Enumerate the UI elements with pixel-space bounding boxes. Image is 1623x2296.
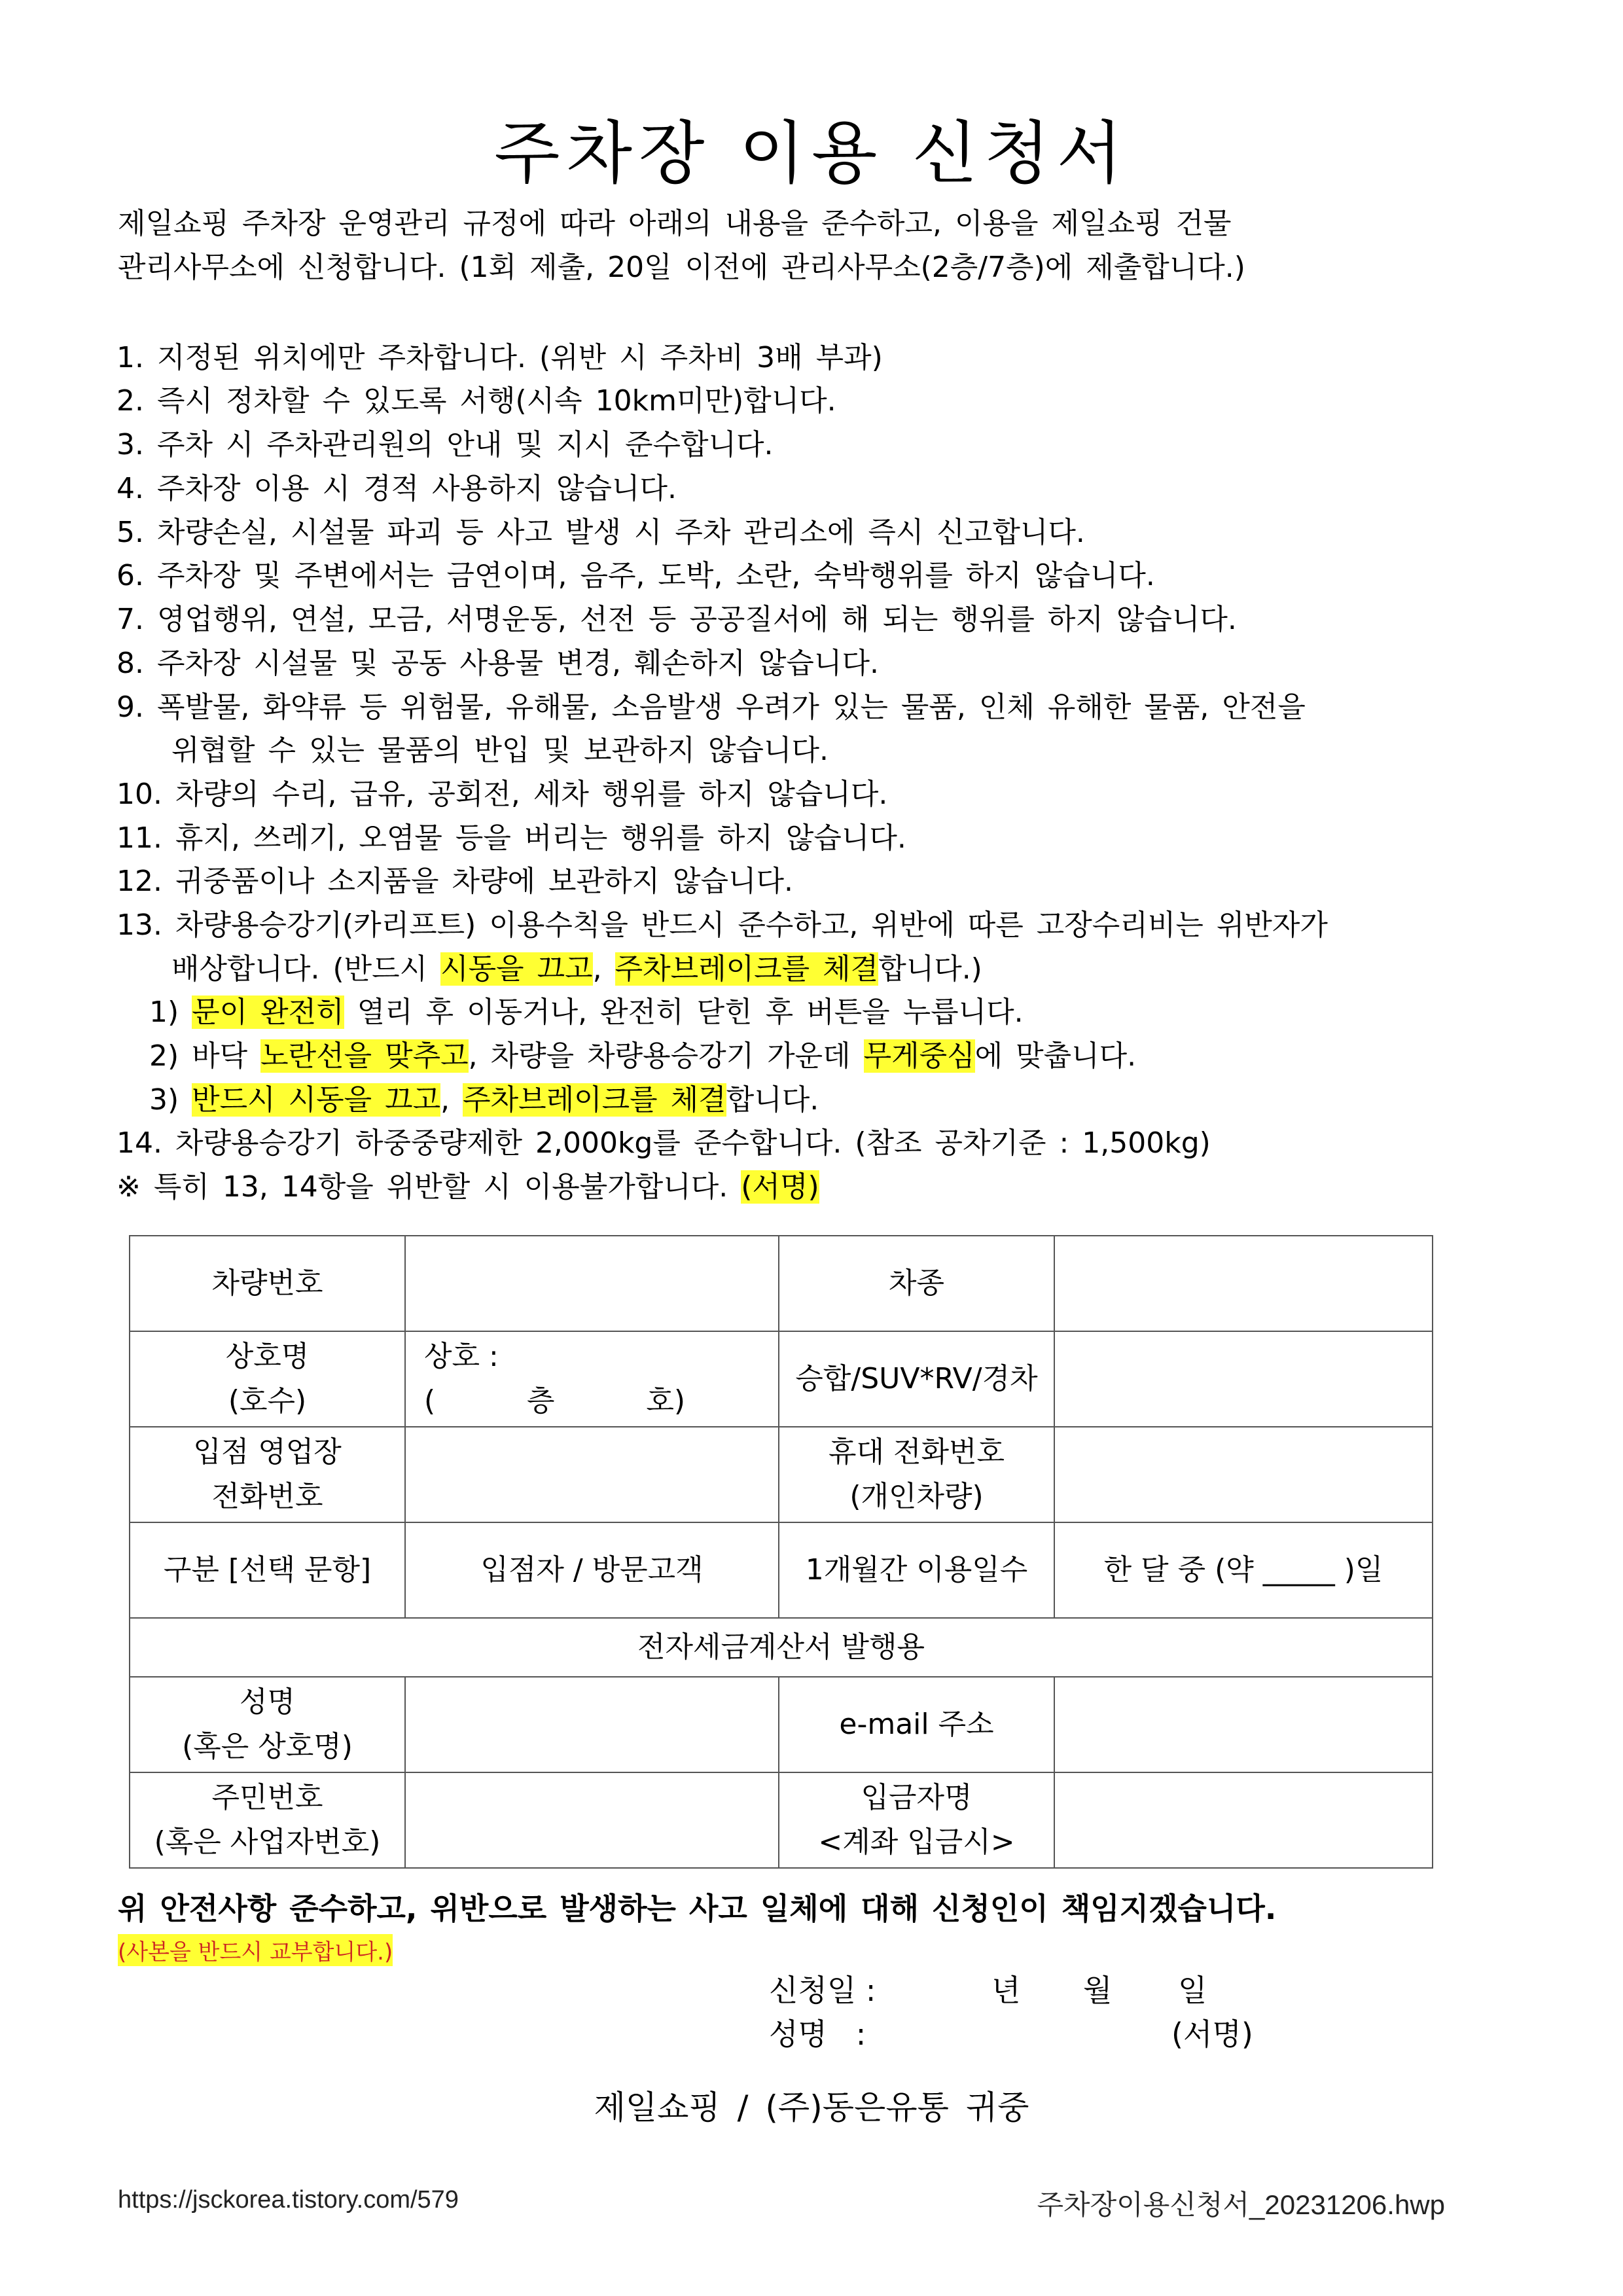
rule-12: 12. 귀중품이나 소지품을 차량에 보관하지 않습니다. bbox=[116, 865, 793, 898]
highlight-door-open: 문이 완전히 bbox=[192, 996, 344, 1029]
rule-5: 5. 차량손실, 시설물 파괴 등 사고 발생 시 주차 관리소에 즉시 신고합니다. bbox=[116, 516, 1085, 549]
label-line: (혹은 상호명) bbox=[182, 1730, 353, 1763]
label-line: (개인차량) bbox=[849, 1480, 984, 1513]
highlight-center-weight: 무게중심 bbox=[863, 1039, 975, 1073]
label-line: 성명 bbox=[239, 1685, 295, 1719]
sub-rule-2 bbox=[149, 1032, 1136, 1074]
rule-3: 3. 주차 시 주차관리원의 안내 및 지시 준수합니다. bbox=[116, 428, 774, 461]
depositor-field[interactable] bbox=[1054, 1772, 1433, 1868]
rule-4: 4. 주차장 이용 시 경적 사용하지 않습니다. bbox=[116, 472, 677, 505]
footer-filename: 주차장이용신청서_20231206.hwp bbox=[1037, 2189, 1445, 2220]
label-line: 입점 영업장 bbox=[193, 1435, 342, 1469]
depositor-label bbox=[779, 1772, 1054, 1868]
label-line: <계좌 입금시> bbox=[818, 1825, 1015, 1859]
name-label bbox=[130, 1677, 405, 1772]
label-line: 상호명 bbox=[225, 1340, 310, 1373]
highlight-parking-brake: 주차브레이크를 체결 bbox=[615, 952, 879, 986]
warning-note-text: ※ 특히 13, 14항을 위반할 시 이용불가합니다. bbox=[116, 1170, 741, 1204]
month-label[interactable]: 월 bbox=[1083, 1973, 1113, 2008]
label-line: 전화번호 bbox=[211, 1480, 323, 1513]
rule-13-line-2 bbox=[171, 945, 982, 987]
recipient: 제일쇼핑 / (주)동은유통 귀중 bbox=[594, 2089, 1029, 2126]
id-number-field[interactable] bbox=[405, 1772, 779, 1868]
warning-note bbox=[116, 1163, 819, 1205]
application-form-table bbox=[129, 1235, 1433, 1869]
store-phone-field[interactable] bbox=[405, 1427, 779, 1522]
highlight-engine-off: 시동을 끄고 bbox=[440, 952, 593, 986]
rule-13-text: 배상합니다. (반드시 bbox=[171, 952, 441, 986]
label-line: 주민번호 bbox=[211, 1781, 323, 1814]
sub-rule-text: , 차량을 차량용승강기 가운데 bbox=[468, 1039, 864, 1073]
rule-14: 14. 차량용승강기 하중중량제한 2,000kg를 준수합니다. (참조 공차기준 : 1,500kg) bbox=[116, 1126, 1211, 1160]
label-line: 휴대 전화번호 bbox=[828, 1435, 1005, 1469]
car-type-label: 차종 bbox=[779, 1236, 1054, 1331]
mobile-phone-field[interactable] bbox=[1054, 1427, 1433, 1522]
usage-days-label: 1개월간 이용일수 bbox=[779, 1522, 1054, 1618]
sub-rule-text: 1) bbox=[149, 996, 192, 1029]
day-label[interactable]: 일 bbox=[1178, 1973, 1207, 2008]
shop-name-field[interactable] bbox=[405, 1331, 779, 1427]
signature-field[interactable]: (서명) bbox=[1171, 2017, 1253, 2052]
sub-rule-text: 2) 바닥 bbox=[149, 1039, 261, 1073]
car-kind-field[interactable] bbox=[1054, 1331, 1433, 1427]
sub-rule-text: 합니다. bbox=[726, 1083, 819, 1117]
pledge-statement: 위 안전사항 준수하고, 위반으로 발생하는 사고 일체에 대해 신청인이 책임지겠습니다. bbox=[118, 1891, 1277, 1926]
year-label[interactable]: 년 bbox=[991, 1973, 1021, 2008]
copy-note: (사본을 반드시 교부합니다.) bbox=[118, 1934, 393, 1966]
vehicle-number-field[interactable] bbox=[405, 1236, 779, 1331]
floor-room-label: ( 층 호) bbox=[424, 1384, 686, 1418]
highlight-engine-off-2: 반드시 시동을 끄고 bbox=[192, 1083, 441, 1117]
label-line: 입금자명 bbox=[861, 1781, 972, 1814]
label-line: (혹은 사업자번호) bbox=[154, 1825, 381, 1859]
rule-6: 6. 주차장 및 주변에서는 금연이며, 음주, 도박, 소란, 숙박행위를 하지 않습니다. bbox=[116, 559, 1155, 592]
signer-name-label: 성명 : bbox=[769, 2017, 866, 2052]
category-choice[interactable]: 입점자 / 방문고객 bbox=[405, 1522, 779, 1618]
highlight-signature: (서명) bbox=[741, 1170, 819, 1204]
highlight-parking-brake-2: 주차브레이크를 체결 bbox=[463, 1083, 726, 1117]
highlight-yellow-line: 노란선을 맞추고 bbox=[260, 1039, 469, 1073]
rule-13-text: 합니다.) bbox=[878, 952, 982, 986]
rule-13-line-1: 13. 차량용승강기(카리프트) 이용수칙을 반드시 준수하고, 위반에 따른 고장수리비는 위반자가 bbox=[116, 908, 1328, 942]
email-field[interactable] bbox=[1054, 1677, 1433, 1772]
rule-9-line-1: 9. 폭발물, 화약류 등 위험물, 유해물, 소음발생 우려가 있는 물품, 인체 유해한 물품, 안전을 bbox=[116, 691, 1306, 724]
id-number-label bbox=[130, 1772, 405, 1868]
intro-line-2: 관리사무소에 신청합니다. (1회 제출, 20일 이전에 관리사무소(2층/7층)에 제출합니다.) bbox=[118, 251, 1245, 284]
intro-line-1: 제일쇼핑 주차장 운영관리 규정에 따라 아래의 내용을 준수하고, 이용을 제일쇼핑 건물 bbox=[118, 207, 1232, 240]
footer-url[interactable]: https://jsckorea.tistory.com/579 bbox=[118, 2186, 459, 2214]
sub-rule-text: 에 맞춥니다. bbox=[974, 1039, 1137, 1073]
sub-rule-1 bbox=[149, 988, 1024, 1030]
vehicle-number-label: 차량번호 bbox=[130, 1236, 405, 1331]
mobile-phone-label bbox=[779, 1427, 1054, 1522]
store-phone-label bbox=[130, 1427, 405, 1522]
shop-name-label bbox=[130, 1331, 405, 1427]
sub-rule-text: 열리 후 이동거나, 완전히 닫힌 후 버튼을 누릅니다. bbox=[344, 996, 1024, 1029]
rule-13-text: , bbox=[592, 952, 615, 986]
tax-invoice-header: 전자세금계산서 발행용 bbox=[130, 1618, 1433, 1677]
shop-input-label: 상호 : bbox=[424, 1340, 499, 1373]
email-label: e-mail 주소 bbox=[779, 1677, 1054, 1772]
page-title: 주차장 이용 신청서 bbox=[494, 113, 1129, 193]
rule-1: 1. 지정된 위치에만 주차합니다. (위반 시 주차비 3배 부과) bbox=[116, 341, 883, 374]
category-label: 구분 [선택 문항] bbox=[130, 1522, 405, 1618]
sub-rule-3 bbox=[149, 1076, 819, 1118]
rule-2: 2. 즉시 정차할 수 있도록 서행(시속 10km미만)합니다. bbox=[116, 384, 836, 418]
sub-rule-text: 3) bbox=[149, 1083, 192, 1117]
usage-days-field[interactable]: 한 달 중 (약 _____ )일 bbox=[1054, 1522, 1433, 1618]
rule-7: 7. 영업행위, 연설, 모금, 서명운동, 선전 등 공공질서에 해 되는 행위를 하지 않습니다. bbox=[116, 603, 1237, 636]
label-line: (호수) bbox=[228, 1384, 307, 1418]
rule-9-line-2: 위협할 수 있는 물품의 반입 및 보관하지 않습니다. bbox=[171, 734, 829, 767]
sub-rule-text: , bbox=[440, 1083, 463, 1117]
rule-11: 11. 휴지, 쓰레기, 오염물 등을 버리는 행위를 하지 않습니다. bbox=[116, 821, 906, 855]
name-field[interactable] bbox=[405, 1677, 779, 1772]
rule-10: 10. 차량의 수리, 급유, 공회전, 세차 행위를 하지 않습니다. bbox=[116, 778, 888, 811]
car-kind-label: 승합/SUV*RV/경차 bbox=[779, 1331, 1054, 1427]
car-type-field[interactable] bbox=[1054, 1236, 1433, 1331]
rule-8: 8. 주차장 시설물 및 공동 사용물 변경, 훼손하지 않습니다. bbox=[116, 647, 879, 680]
date-label: 신청일 : bbox=[769, 1973, 876, 2008]
